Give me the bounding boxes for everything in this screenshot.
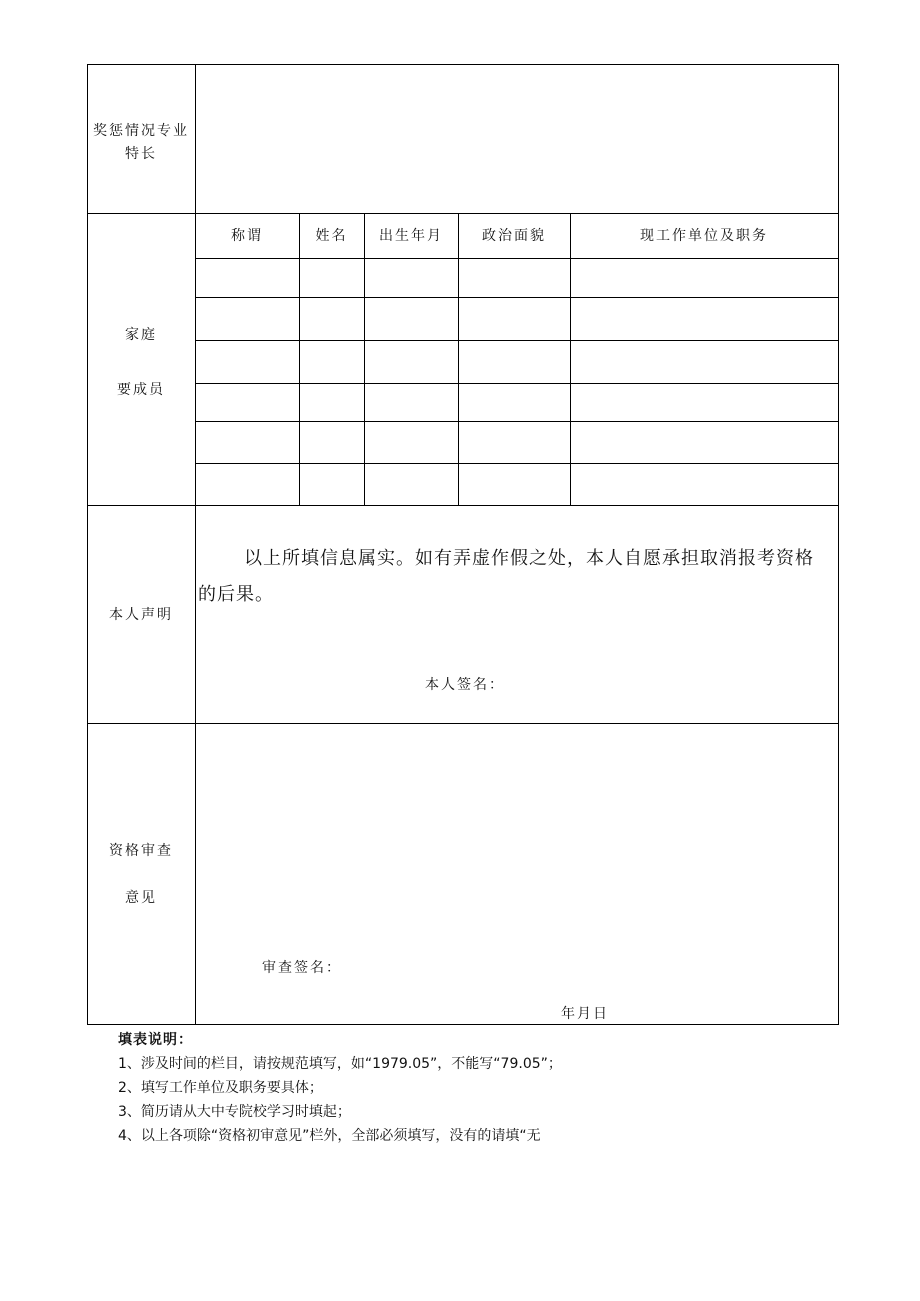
family-header-political: 政治面貌 xyxy=(482,228,546,244)
awards-field[interactable] xyxy=(196,65,838,213)
instructions xyxy=(118,1028,562,1148)
family-row-divider xyxy=(195,463,839,464)
family-header-name: 姓名 xyxy=(315,228,348,244)
family-row-divider xyxy=(195,297,839,298)
awards-label: 奖惩情况专业特长 xyxy=(93,123,189,162)
declaration-label: 本人声明 xyxy=(109,607,173,623)
instruction-item: 3、简历请从大中专院校学习时填起； xyxy=(118,1104,351,1120)
family-label-line2: 要成员 xyxy=(117,382,165,398)
review-label-line1: 资格审查 xyxy=(109,843,173,859)
declaration-text: 以上所填信息属实。如有弄虚作假之处，本人自愿承担取消报考资格的后果。 xyxy=(198,548,814,605)
table-border-left xyxy=(87,64,88,1025)
instruction-item: 4、以上各项除“资格初审意见”栏外，全部必须填写，没有的请填“无 xyxy=(118,1128,541,1144)
family-column-divider xyxy=(299,213,300,505)
family-row-divider xyxy=(195,383,839,384)
family-header-employer: 现工作单位及职务 xyxy=(640,228,768,244)
table-border-bottom xyxy=(87,1024,839,1025)
section-divider xyxy=(87,213,839,214)
table-border-right xyxy=(838,64,839,1025)
family-column-divider xyxy=(570,213,571,505)
review-label-line2: 意见 xyxy=(125,890,157,906)
section-divider xyxy=(87,505,839,506)
family-column-divider xyxy=(458,213,459,505)
instructions-title: 填表说明： xyxy=(118,1032,193,1048)
application-form-table xyxy=(87,64,839,1024)
family-label-line1: 家庭 xyxy=(125,327,157,343)
family-header-relation: 称谓 xyxy=(231,228,263,244)
review-signature-label: 审查签名： xyxy=(262,960,342,976)
family-row-divider xyxy=(195,340,839,341)
date-label: 年月日 xyxy=(561,1006,609,1022)
instruction-item: 2、填写工作单位及职务要具体； xyxy=(118,1080,323,1096)
family-header-birth: 出生年月 xyxy=(379,228,443,244)
signature-label: 本人签名： xyxy=(425,677,505,693)
family-row-divider xyxy=(195,258,839,259)
review-field[interactable] xyxy=(196,724,838,1024)
instruction-item: 1、涉及时间的栏目，请按规范填写，如“1979.05”，不能写“79.05”； xyxy=(118,1056,562,1072)
family-row-divider xyxy=(195,421,839,422)
family-column-divider xyxy=(364,213,365,505)
